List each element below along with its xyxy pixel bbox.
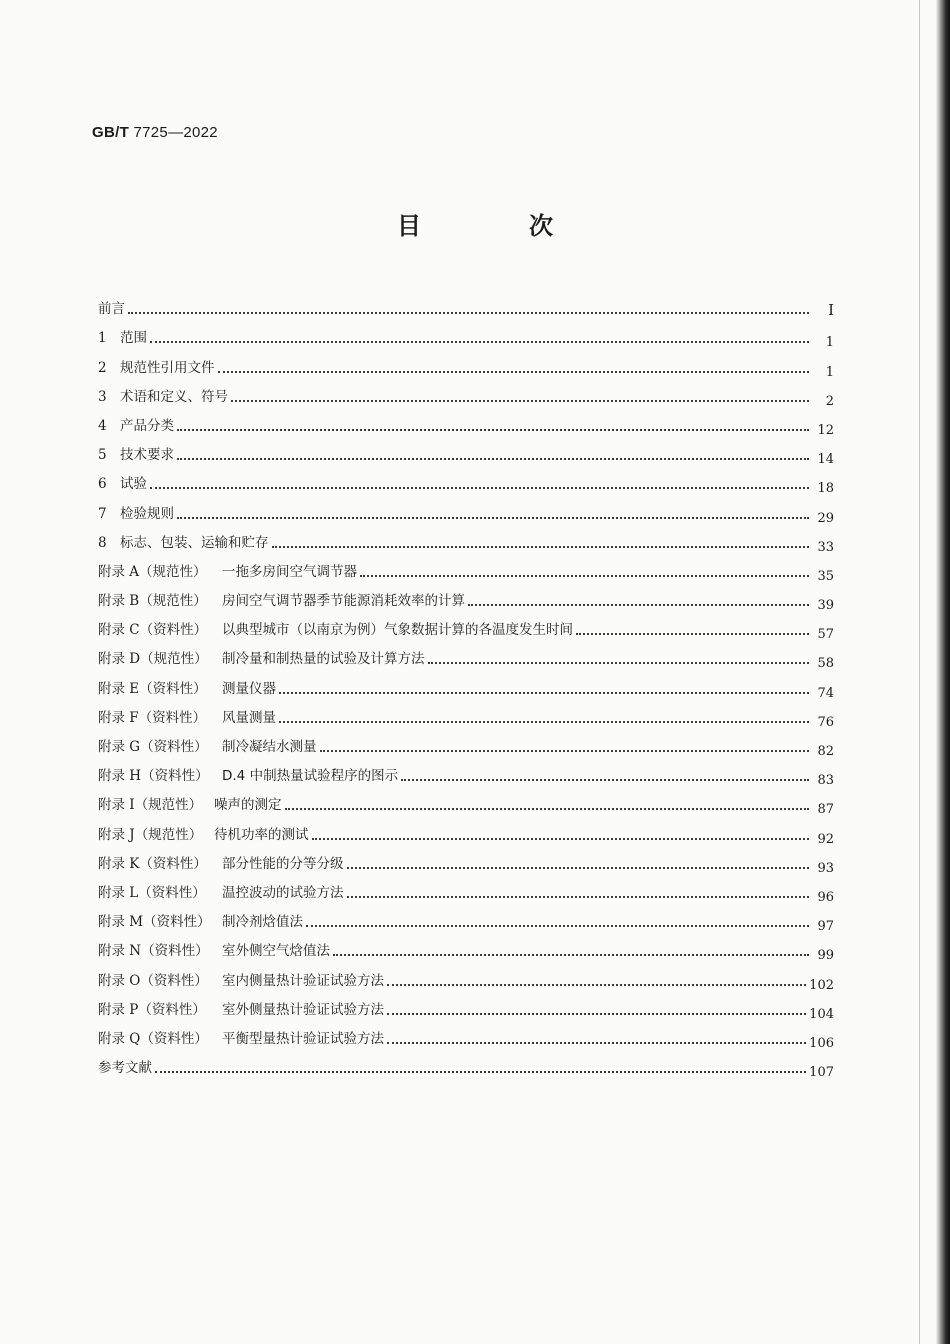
annex-tag: 附录 J（规范性） (98, 826, 203, 843)
annex-tag: 附录 O（资料性） (98, 972, 208, 989)
annex-page: 76 (817, 714, 834, 730)
toc-entry-label: 产品分类 (120, 417, 174, 434)
annex-page: 87 (817, 802, 834, 818)
toc-annex-entry[interactable] (98, 959, 834, 993)
toc-entry[interactable] (98, 434, 834, 468)
table-of-contents (98, 288, 834, 1081)
annex-title: 室内侧量热计验证试验方法 (222, 972, 384, 989)
toc-annex-entry[interactable] (98, 755, 834, 789)
annex-title: 待机功率的测试 (214, 826, 309, 843)
annex-tag: 附录 N（资料性） (98, 943, 209, 960)
annex-page: 106 (809, 1035, 834, 1051)
toc-entry[interactable] (98, 463, 834, 497)
dot-leader (333, 954, 809, 956)
annex-page: 74 (817, 685, 834, 701)
toc-entry-label: 术语和定义、符号 (120, 388, 228, 405)
toc-entry-page: 1 (825, 335, 834, 351)
toc-annex-entry[interactable] (98, 843, 834, 876)
dot-leader (387, 1013, 806, 1015)
annex-title: 平衡型量热计验证试验方法 (222, 1030, 384, 1047)
annex-page: 102 (809, 977, 834, 993)
dot-leader (320, 750, 810, 752)
toc-entry[interactable] (98, 522, 834, 555)
annex-page: 82 (817, 744, 834, 759)
annex-tag: 附录 F（资料性） (98, 709, 207, 726)
toc-entry-page: 2 (825, 393, 834, 409)
annex-page: 104 (809, 1006, 834, 1022)
dot-leader (468, 604, 809, 606)
annex-tag: 附录 C（资料性） (98, 622, 208, 639)
dot-leader (177, 517, 809, 519)
toc-entry-label: 技术要求 (120, 447, 174, 464)
toc-entry-label: 前言 (98, 301, 125, 318)
dot-leader (576, 633, 809, 635)
dot-leader (387, 984, 806, 986)
annex-title: 室外侧量热计验证试验方法 (222, 1001, 384, 1018)
annex-tag: 附录 L（资料性） (98, 884, 206, 901)
toc-annex-entry[interactable] (98, 697, 834, 730)
toc-entry-label: 规范性引用文件 (120, 359, 215, 376)
annex-page: 39 (817, 598, 834, 614)
toc-annex-entry[interactable] (98, 872, 834, 905)
toc-entry[interactable] (98, 492, 834, 526)
dot-leader (401, 779, 809, 781)
toc-annex-entry[interactable] (98, 726, 834, 759)
annex-tag: 附录 Q（资料性） (98, 1030, 208, 1047)
annex-page: 58 (817, 656, 834, 672)
dot-leader (285, 808, 810, 810)
toc-entry-page: 14 (817, 452, 834, 468)
annex-title: 制冷凝结水测量 (222, 739, 317, 755)
annex-tag: 附录 A（规范性） (98, 563, 207, 580)
annex-page: 96 (817, 889, 834, 905)
dot-leader (279, 692, 809, 694)
toc-entry-number: 4 (98, 417, 107, 434)
toc-annex-entry[interactable] (98, 1018, 834, 1051)
annex-title: 噪声的测定 (214, 797, 282, 814)
annex-page: 57 (817, 627, 834, 643)
toc-annex-entry[interactable] (98, 580, 834, 614)
toc-entry[interactable] (98, 317, 834, 351)
toc-entry-page: 29 (817, 510, 834, 526)
dot-leader (347, 867, 810, 869)
annex-page: 99 (817, 948, 834, 964)
annex-title: 测量仪器 (222, 680, 276, 697)
dot-leader (428, 662, 810, 664)
annex-title: 一拖多房间空气调节器 (222, 563, 357, 580)
toc-entry-label: 范围 (120, 330, 147, 347)
toc-annex-entry[interactable] (98, 901, 834, 935)
references-label: 参考文献 (98, 1060, 152, 1077)
toc-entry-page: 12 (817, 422, 834, 438)
dot-leader (312, 838, 810, 840)
toc-entry[interactable] (98, 376, 834, 409)
annex-page: 92 (817, 831, 834, 847)
annex-title: 温控波动的试验方法 (222, 884, 344, 901)
dot-leader (306, 925, 809, 927)
annex-tag: 附录 K（资料性） (98, 855, 207, 872)
annex-page: 93 (817, 860, 834, 876)
annex-tag: 附录 M（资料性） (98, 914, 211, 931)
page-edge-line (919, 0, 920, 1344)
toc-entry-page: 1 (825, 364, 834, 380)
toc-annex-entry[interactable] (98, 813, 834, 847)
toc-entry-page: 18 (817, 481, 834, 497)
annex-tag: 附录 P（资料性） (98, 1001, 206, 1018)
annex-title: 以典型城市（以南京为例）气象数据计算的各温度发生时间 (222, 622, 573, 639)
toc-entry-page: I (828, 301, 834, 320)
annex-tag: 附录 I（规范性） (98, 797, 203, 814)
toc-entry-number: 6 (98, 476, 107, 493)
annex-tag: 附录 D（规范性） (98, 651, 208, 668)
annex-title: 制冷剂焓值法 (222, 914, 303, 931)
annex-tag: 附录 H（资料性） (98, 768, 209, 785)
toc-references-entry[interactable] (98, 1047, 834, 1081)
annex-tag: 附录 B（规范性） (98, 593, 207, 610)
toc-annex-entry[interactable] (98, 989, 834, 1022)
scan-edge-shadow (936, 0, 950, 1344)
references-page: 107 (809, 1065, 834, 1081)
toc-annex-entry[interactable] (98, 609, 834, 643)
dot-leader (347, 896, 810, 898)
dot-leader (279, 721, 809, 723)
toc-entry[interactable] (98, 288, 834, 320)
dot-leader (150, 341, 809, 343)
dot-leader (218, 371, 810, 373)
toc-entry-label: 检验规则 (120, 505, 174, 522)
dot-leader (177, 429, 809, 431)
toc-entry-number: 8 (98, 534, 107, 551)
dot-leader (177, 458, 809, 460)
annex-page: 35 (817, 568, 834, 584)
toc-annex-entry[interactable] (98, 638, 834, 672)
dot-leader (231, 400, 809, 402)
annex-tag: 附录 G（资料性） (98, 739, 208, 755)
toc-entry-page: 33 (817, 539, 834, 555)
annex-page: 97 (817, 919, 834, 935)
annex-title: 制冷量和制热量的试验及计算方法 (222, 651, 425, 668)
standard-code (92, 124, 218, 141)
toc-entry-number: 3 (98, 388, 107, 405)
toc-annex-entry[interactable] (98, 784, 834, 818)
toc-annex-entry[interactable] (98, 667, 834, 701)
dot-leader (360, 575, 809, 577)
annex-title: 部分性能的分等分级 (222, 855, 344, 872)
annex-tag: 附录 E（资料性） (98, 680, 207, 697)
dot-leader (150, 487, 809, 489)
toc-entry[interactable] (98, 346, 834, 380)
page-title: 目 次 (397, 212, 595, 240)
annex-title: 风量测量 (222, 709, 276, 726)
toc-entry-number: 5 (98, 447, 107, 464)
annex-title: D.4 中制热量试验程序的图示 (222, 768, 399, 785)
dot-leader (155, 1071, 806, 1073)
dot-leader (128, 312, 809, 314)
toc-entry-number: 7 (98, 505, 107, 522)
annex-title: 室外侧空气焓值法 (222, 943, 330, 960)
toc-annex-entry[interactable] (98, 551, 834, 584)
toc-entry-number: 1 (98, 330, 107, 347)
toc-annex-entry[interactable] (98, 930, 834, 964)
toc-entry-label: 标志、包装、运输和贮存 (120, 534, 269, 551)
dot-leader (387, 1042, 806, 1044)
toc-entry-label: 试验 (120, 476, 147, 493)
toc-entry[interactable] (98, 405, 834, 438)
standard-prefix: GB/T (92, 124, 130, 141)
annex-title: 房间空气调节器季节能源消耗效率的计算 (222, 593, 465, 610)
dot-leader (272, 546, 810, 548)
annex-page: 83 (817, 773, 834, 789)
toc-entry-number: 2 (98, 359, 107, 376)
standard-number: 7725—2022 (133, 124, 218, 141)
